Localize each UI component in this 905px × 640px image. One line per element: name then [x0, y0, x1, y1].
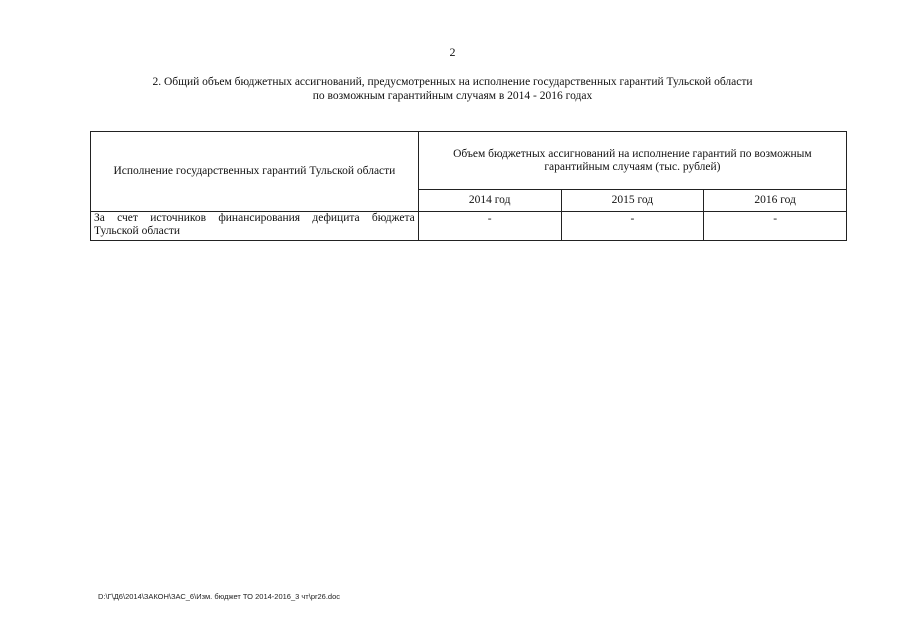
guarantees-table [90, 131, 847, 241]
table-header-row [91, 132, 847, 190]
header-year-2014: 2014 год [418, 190, 561, 212]
header-allocations-volume: Объем бюджетных ассигнований на исполнение гарантий по возможным гарантийным случаям (тыс. рублей) [418, 132, 846, 190]
heading-line-1: 2. Общий объем бюджетных ассигнований, предусмотренных на исполнение государственных гарантий Тульской области [152, 76, 753, 88]
file-path-footer: D:\Г\Д6\2014\ЗАКОН\ЗАС_6\Изм. бюджет ТО 2014-2016_3 чт\pr26.doc [98, 592, 341, 601]
value-2014: - [418, 212, 561, 241]
header-guarantees-execution: Исполнение государственных гарантий Тульской области [91, 132, 419, 212]
header-year-2016: 2016 год [704, 190, 847, 212]
document-heading [100, 75, 805, 103]
header-year-2015: 2015 год [561, 190, 704, 212]
value-2015: - [561, 212, 704, 241]
row-label-deficit-sources: За счет источников финансирования дефицита бюджета Тульской области [91, 212, 419, 241]
value-2016: - [704, 212, 847, 241]
page-number: 2 [449, 45, 456, 59]
heading-line-2: по возможным гарантийным случаям в 2014 - 2016 годах [312, 90, 593, 102]
table-row [91, 212, 847, 241]
